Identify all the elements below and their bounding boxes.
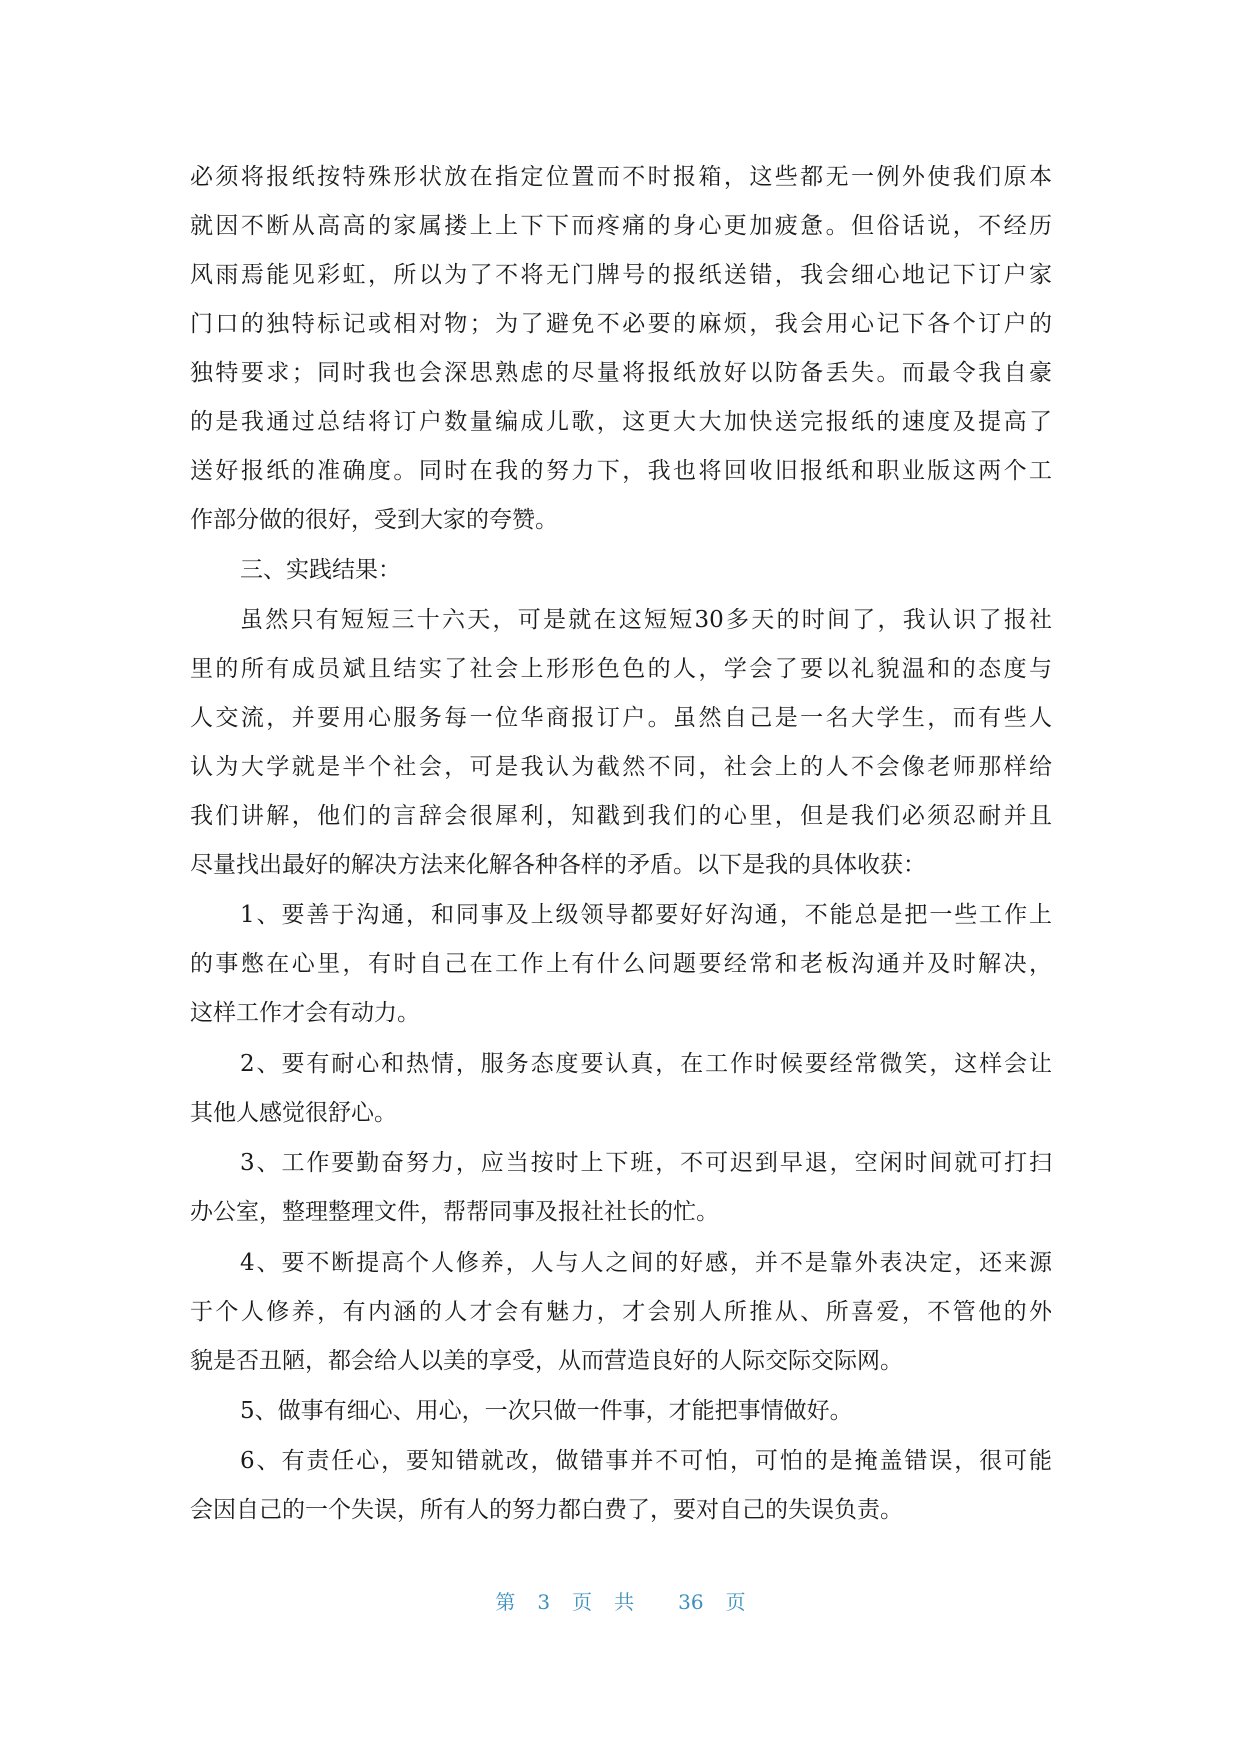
item-1-line-2: 的事憋在心里，有时自己在工作上有什么问题要经常和老板沟通并及时解决， <box>190 951 1052 977</box>
paragraph-3-line-5: 我们讲解，他们的言辞会很犀利，知戳到我们的心里，但是我们必须忍耐并且 <box>190 803 1052 829</box>
item-2-line-1: 2、要有耐心和热情，服务态度要认真，在工作时候要经常微笑，这样会让 <box>240 1051 1052 1077</box>
item-4-line-3: 貌是否丑陋，都会给人以美的享受，从而营造良好的人际交际交际网。 <box>190 1348 903 1374</box>
paragraph-1-line-8: 作部分做的很好，受到大家的夸赞。 <box>190 507 558 533</box>
paragraph-3-line-3: 人交流，并要用心服务每一位华商报订户。虽然自己是一名大学生，而有些人 <box>190 705 1052 731</box>
paragraph-1-line-3: 风雨焉能见彩虹，所以为了不将无门牌号的报纸送错，我会细心地记下订户家 <box>190 262 1052 288</box>
item-1-line-1: 1、要善于沟通，和同事及上级领导都要好好沟通，不能总是把一些工作上 <box>240 902 1052 928</box>
paragraph-3-line-1: 虽然只有短短三十六天，可是就在这短短30多天的时间了，我认识了报社 <box>240 607 1052 633</box>
paragraph-1-line-7: 送好报纸的准确度。同时在我的努力下，我也将回收旧报纸和职业版这两个工 <box>190 458 1052 484</box>
item-6-line-1: 6、有责任心，要知错就改，做错事并不可怕，可怕的是掩盖错误，很可能 <box>240 1448 1052 1474</box>
page-number-footer <box>0 1587 1241 1617</box>
item-3-line-1: 3、工作要勤奋努力，应当按时上下班，不可迟到早退，空闲时间就可打扫 <box>240 1150 1052 1176</box>
item-4-line-2: 于个人修养，有内涵的人才会有魅力，才会别人所推从、所喜爱，不管他的外 <box>190 1299 1052 1325</box>
paragraph-3-line-2: 里的所有成员斌且结实了社会上形形色色的人，学会了要以礼貌温和的态度与 <box>190 656 1052 682</box>
paragraph-1-line-1: 必须将报纸按特殊形状放在指定位置而不时报箱，这些都无一例外使我们原本 <box>190 164 1052 190</box>
footer-suffix: 页 <box>725 1590 746 1614</box>
section-heading: 三、实践结果： <box>240 557 401 583</box>
footer-current-page: 3 <box>537 1590 551 1614</box>
paragraph-3-line-6: 尽量找出最好的解决方法来化解各种各样的矛盾。以下是我的具体收获： <box>190 852 926 878</box>
item-1-line-3: 这样工作才会有动力。 <box>190 1000 420 1026</box>
footer-prefix: 第 <box>495 1590 516 1614</box>
footer-middle: 页共 <box>572 1590 657 1614</box>
item-5-line-1: 5、做事有细心、用心，一次只做一件事，才能把事情做好。 <box>240 1398 853 1424</box>
item-3-line-2: 办公室，整理整理文件，帮帮同事及报社社长的忙。 <box>190 1199 719 1225</box>
paragraph-1-line-5: 独特要求；同时我也会深思熟虑的尽量将报纸放好以防备丢失。而最令我自豪 <box>190 360 1052 386</box>
paragraph-1-line-2: 就因不断从高高的家属搂上上下下而疼痛的身心更加疲惫。但俗话说，不经历 <box>190 213 1052 239</box>
paragraph-1-line-4: 门口的独特标记或相对物；为了避免不必要的麻烦，我会用心记下各个订户的 <box>190 311 1052 337</box>
item-2-line-2: 其他人感觉很舒心。 <box>190 1100 397 1126</box>
paragraph-3-line-4: 认为大学就是半个社会，可是我认为截然不同，社会上的人不会像老师那样给 <box>190 754 1052 780</box>
footer-total-pages: 36 <box>678 1590 704 1614</box>
item-4-line-1: 4、要不断提高个人修养，人与人之间的好感，并不是靠外表决定，还来源 <box>240 1250 1052 1276</box>
item-6-line-2: 会因自己的一个失误，所有人的努力都白费了，要对自己的失误负责。 <box>190 1497 903 1523</box>
paragraph-1-line-6: 的是我通过总结将订户数量编成儿歌，这更大大加快送完报纸的速度及提高了 <box>190 409 1052 435</box>
